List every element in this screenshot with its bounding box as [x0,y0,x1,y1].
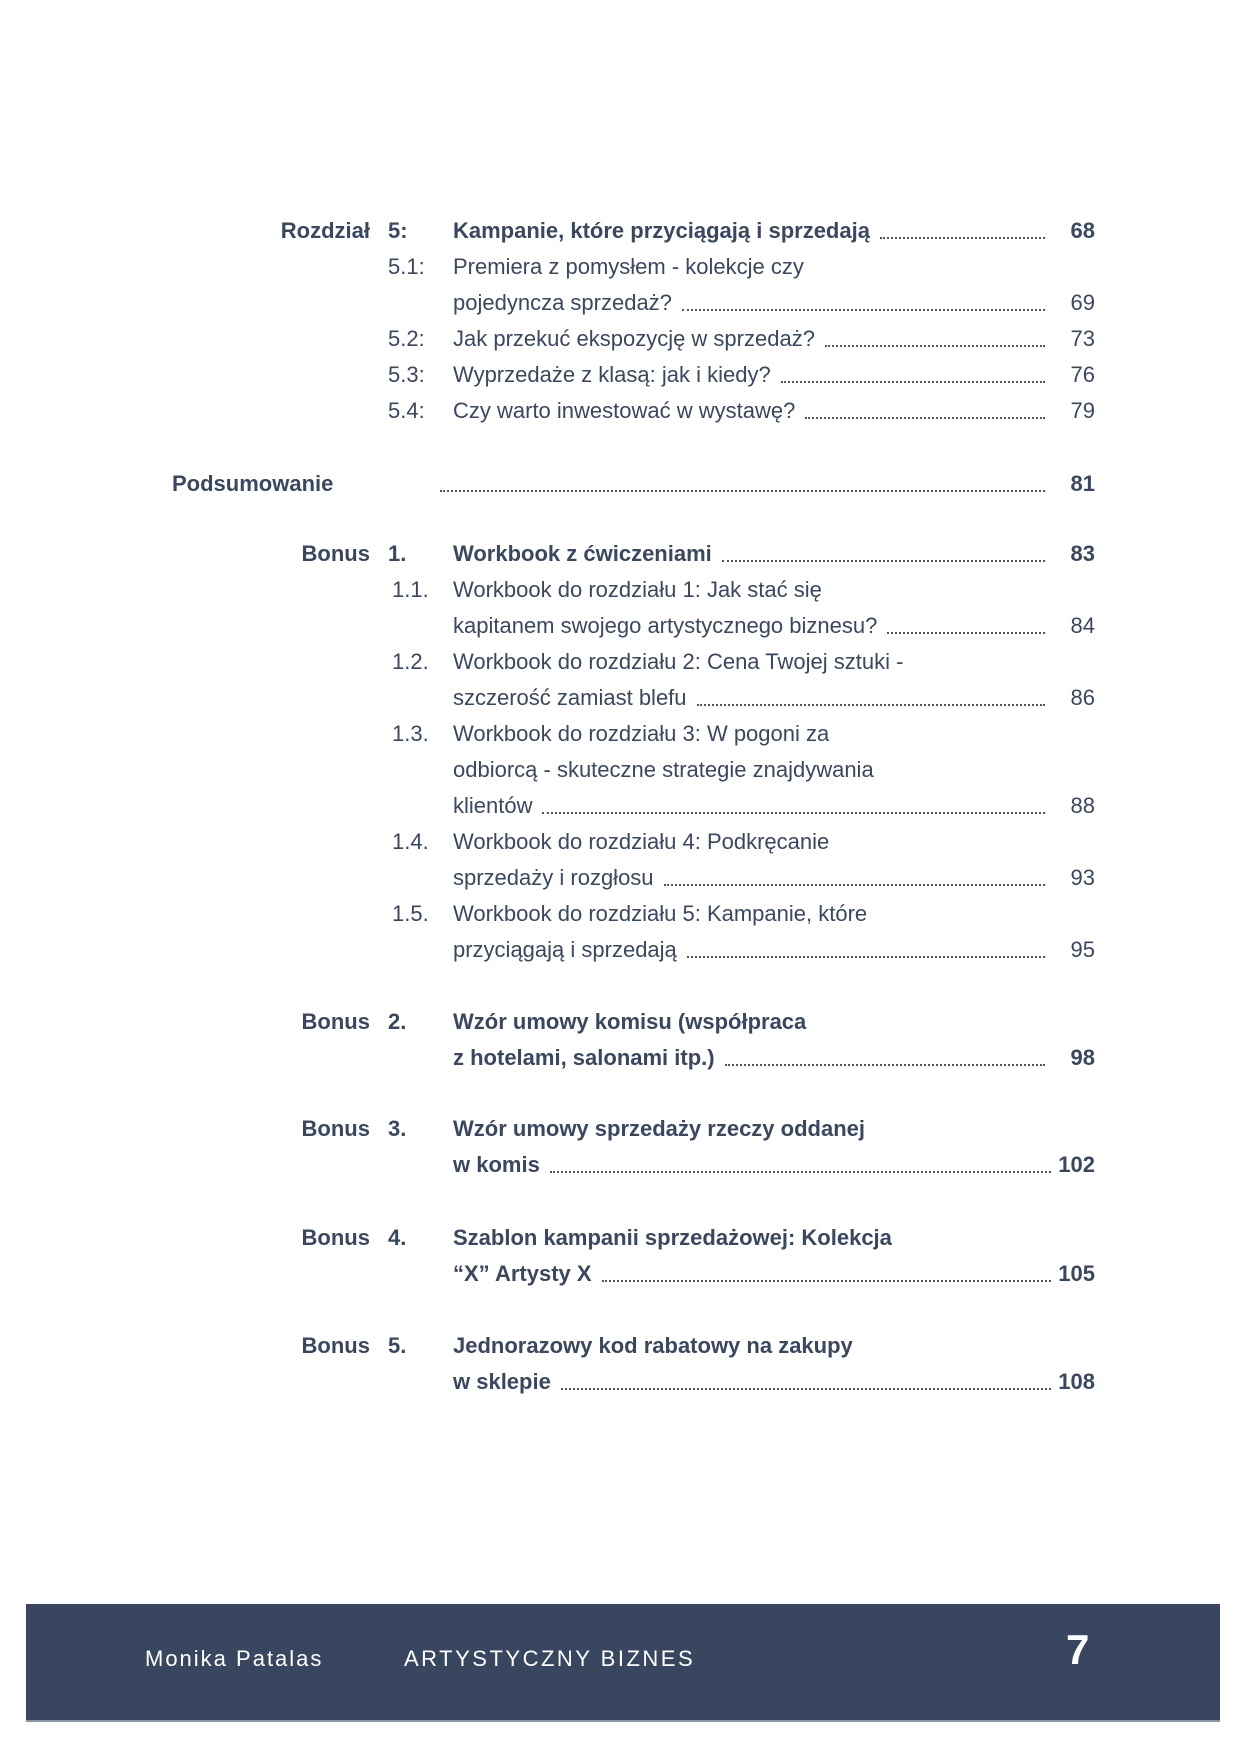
footer-page-number: 7 [1066,1626,1090,1673]
toc-entry-title [453,357,1095,393]
toc-entry-line [0,572,1240,608]
toc-entry-line [0,466,1240,502]
toc-entry-line [0,1220,1240,1256]
toc-entry-title [453,1220,1095,1256]
dot-leader [682,285,1045,311]
toc-entry-line [0,932,1240,968]
dot-leader [550,1147,1051,1173]
toc-entry-number: 1.2. [392,649,429,674]
toc-entry-line [0,357,1240,393]
toc-section-label: Podsumowanie [172,471,334,496]
toc-entry-number: 3. [388,1116,407,1141]
toc-entry-text: Jednorazowy kod rabatowy na zakupy [453,1333,853,1358]
toc-entry-line [0,1004,1240,1040]
toc-entry-line [0,393,1240,429]
toc-group [0,1220,1240,1292]
toc-entry-line [0,644,1240,680]
toc-entry-title [453,1328,1095,1364]
toc-section-label: Bonus [301,1116,370,1141]
toc-entry-number: 5.1: [388,254,425,279]
toc-entry-number: 5.3: [388,362,425,387]
toc-group [0,536,1240,968]
toc-entry-text: szczerość zamiast blefu [453,685,687,710]
toc-entry-number: 5.4: [388,398,425,423]
toc-entry-title [453,572,1095,608]
toc-entry-line [0,213,1240,249]
toc-entry-number: 5: [388,218,408,243]
toc-entry-text: Workbook z ćwiczeniami [453,541,712,566]
toc-page-number: 105 [1058,1261,1095,1286]
toc-group [0,1111,1240,1183]
toc-page-number: 69 [1070,290,1095,315]
toc-entry-line [0,824,1240,860]
toc-group [0,213,1240,429]
toc-entry-title [453,1004,1095,1040]
toc-section-label: Bonus [301,1225,370,1250]
toc-entry-title [453,1256,1095,1292]
toc-entry-title [453,1147,1095,1183]
toc-page-number: 83 [1070,541,1095,566]
toc-entry-text: Workbook do rozdziału 4: Podkręcanie [453,829,830,854]
toc-page-number: 73 [1070,326,1095,351]
toc-page-number: 79 [1070,398,1095,423]
toc-page-number: 81 [1070,471,1095,496]
toc-entry-title [453,393,1095,429]
toc-entry-line [0,788,1240,824]
toc-entry-title [453,896,1095,932]
toc-entry-text: pojedyncza sprzedaż? [453,290,672,315]
toc-entry-number: 1. [388,541,407,566]
dot-leader [880,213,1045,239]
toc-page-number: 98 [1070,1045,1095,1070]
toc-entry-title [453,932,1095,968]
dot-leader [722,536,1045,562]
toc-entry-line [0,680,1240,716]
toc-entry-title [453,716,1095,752]
toc-entry-line [0,1040,1240,1076]
toc-entry-title [453,608,1095,644]
dot-leader [687,932,1045,958]
toc-entry-text: w sklepie [453,1369,551,1394]
toc-entry-line [0,752,1240,788]
toc-entry-text: “X” Artysty X [453,1261,592,1286]
toc-entry-line [0,1256,1240,1292]
toc-entry-text: Workbook do rozdziału 3: W pogoni za [453,721,830,746]
toc-page-number: 68 [1070,218,1095,243]
toc-page-number: 95 [1070,937,1095,962]
toc-entry-text: Wyprzedaże z klasą: jak i kiedy? [453,362,771,387]
toc-entry-number: 1.1. [392,577,429,602]
toc-section-label: Bonus [301,1333,370,1358]
toc-entry-number: 5. [388,1333,407,1358]
toc-entry-line [0,1328,1240,1364]
dot-leader [825,321,1045,347]
toc-entry-line [0,896,1240,932]
dot-leader [561,1364,1051,1390]
toc-entry-text: w komis [453,1152,540,1177]
toc-entry-title [453,249,1095,285]
footer-book-title: ARTYSTYCZNY BIZNES [404,1646,696,1671]
page-footer [26,1604,1220,1722]
dot-leader [602,1256,1051,1282]
toc-page-number: 76 [1070,362,1095,387]
toc-page-number: 86 [1070,685,1095,710]
toc-entry-text: klientów [453,793,533,818]
toc-entry-title [453,752,1095,788]
dot-leader [781,357,1045,383]
toc-entry-text: Kampanie, które przyciągają i sprzedają [453,218,870,243]
toc-entry-number: 1.5. [392,901,429,926]
toc-entry-title [430,466,1095,502]
toc-entry-title [453,824,1095,860]
toc-entry-text: Premiera z pomysłem - kolekcje czy [453,254,804,279]
dot-leader [697,680,1045,706]
dot-leader [805,393,1045,419]
toc-group [0,1328,1240,1400]
toc-entry-line [0,285,1240,321]
toc-entry-title [453,788,1095,824]
dot-leader [542,788,1045,814]
toc-entry-number: 2. [388,1009,407,1034]
toc-section-label: Bonus [301,1009,370,1034]
toc-entry-text: z hotelami, salonami itp.) [453,1045,715,1070]
toc-group [0,466,1240,502]
toc-entry-text: Workbook do rozdziału 2: Cena Twojej sztuki - [453,649,904,674]
toc-entry-title [453,285,1095,321]
toc-entry-line [0,249,1240,285]
toc-entry-text: kapitanem swojego artystycznego biznesu? [453,613,878,638]
toc-entry-line [0,321,1240,357]
toc-entry-text: Wzór umowy sprzedaży rzeczy oddanej [453,1116,865,1141]
toc-entry-number: 1.4. [392,829,429,854]
dot-leader [725,1040,1045,1066]
toc-entry-text: sprzedaży i rozgłosu [453,865,654,890]
toc-entry-title [453,860,1095,896]
toc-section-label: Rozdział [280,218,370,243]
toc-entry-line [0,860,1240,896]
toc-entry-text: Workbook do rozdziału 1: Jak stać się [453,577,822,602]
toc-page-number: 84 [1070,613,1095,638]
toc-group [0,1004,1240,1076]
toc-entry-title [453,1040,1095,1076]
toc-entry-line [0,1364,1240,1400]
toc-entry-title [453,1111,1095,1147]
toc-entry-title [453,536,1095,572]
toc-page-number: 102 [1058,1152,1095,1177]
toc-entry-number: 4. [388,1225,407,1250]
toc-entry-text: Czy warto inwestować w wystawę? [453,398,796,423]
toc-entry-text: odbiorcą - skuteczne strategie znajdywania [453,757,874,782]
toc-entry-text: Workbook do rozdziału 5: Kampanie, które [453,901,868,926]
toc-entry-title [453,1364,1095,1400]
toc-entry-line [0,1147,1240,1183]
toc-entry-title [453,680,1095,716]
toc-entry-text: Szablon kampanii sprzedażowej: Kolekcja [453,1225,892,1250]
dot-leader [887,608,1045,634]
toc-entry-number: 5.2: [388,326,425,351]
toc-entry-line [0,1111,1240,1147]
toc-entry-line [0,536,1240,572]
toc-entry-text: Wzór umowy komisu (współpraca [453,1009,807,1034]
toc-section-label: Bonus [301,541,370,566]
toc-entry-text: Jak przekuć ekspozycję w sprzedaż? [453,326,815,351]
dot-leader [440,466,1045,492]
toc-entry-number: 1.3. [392,721,429,746]
footer-author: Monika Patalas [145,1646,324,1671]
toc-page-number: 88 [1070,793,1095,818]
toc-entry-title [453,644,1095,680]
toc-entry-title [453,213,1095,249]
toc-entry-line [0,608,1240,644]
toc-page-number: 108 [1058,1369,1095,1394]
toc-entry-line [0,716,1240,752]
toc-entry-text: przyciągają i sprzedają [453,937,677,962]
toc-entry-title [453,321,1095,357]
dot-leader [664,860,1045,886]
toc-page-number: 93 [1070,865,1095,890]
